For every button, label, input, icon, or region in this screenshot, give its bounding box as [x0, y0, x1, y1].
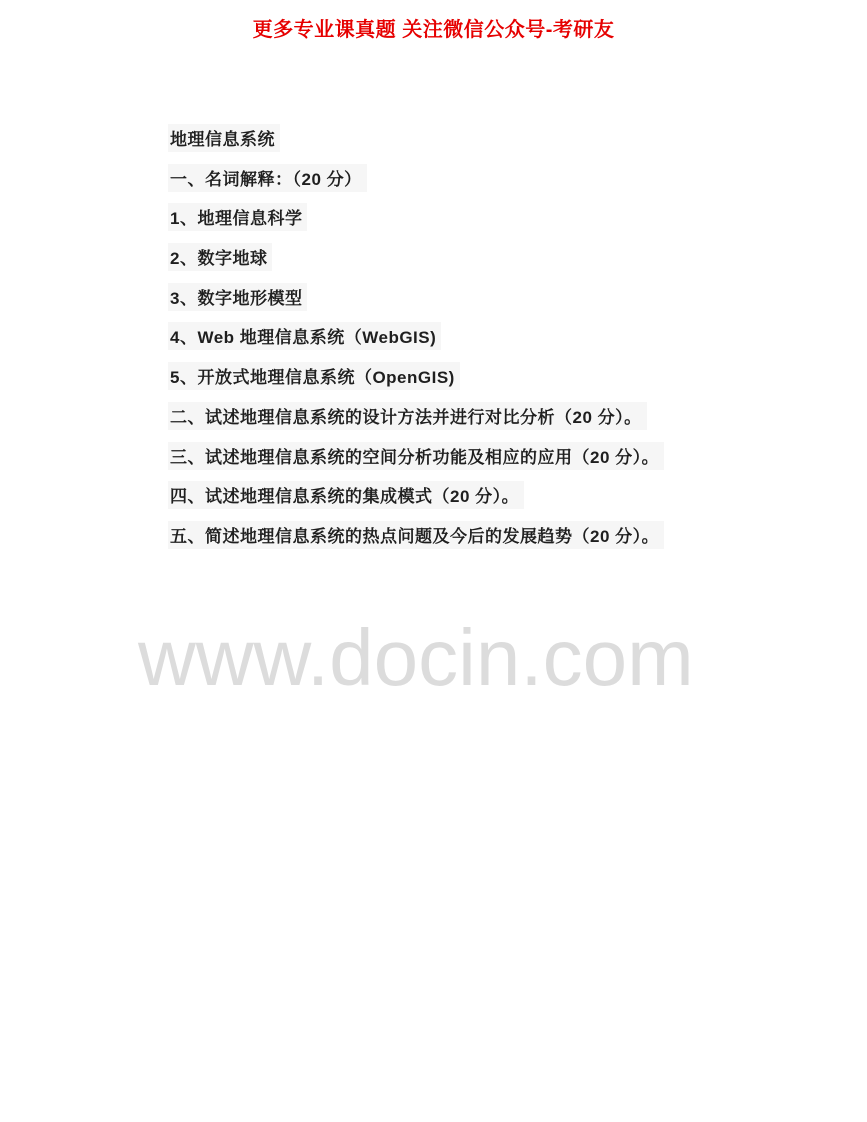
- question-line: [168, 322, 788, 362]
- question-text: 二、试述地理信息系统的设计方法并进行对比分析（20 分）。: [168, 402, 647, 430]
- exam-content: [168, 124, 788, 561]
- question-text: 2、数字地球: [168, 243, 272, 271]
- question-text: 一、名词解释：（20 分）: [168, 164, 367, 192]
- document-title: 地理信息系统: [168, 124, 280, 152]
- question-text: 三、试述地理信息系统的空间分析功能及相应的应用（20 分）。: [168, 442, 664, 470]
- question-text: 四、试述地理信息系统的集成模式（20 分）。: [168, 481, 524, 509]
- question-line: [168, 402, 788, 442]
- question-line: [168, 243, 788, 283]
- document-title-line: [168, 124, 788, 164]
- question-text: 4、Web 地理信息系统（WebGIS): [168, 322, 441, 350]
- promo-header-text: 更多专业课真题 关注微信公众号-考研友: [252, 19, 615, 41]
- question-line: [168, 283, 788, 323]
- question-line: [168, 203, 788, 243]
- question-text: 5、开放式地理信息系统（OpenGIS): [168, 362, 460, 390]
- question-text: 3、数字地形模型: [168, 283, 307, 311]
- question-text: 五、简述地理信息系统的热点问题及今后的发展趋势（20 分）。: [168, 521, 664, 549]
- docin-watermark: www.docin.com: [138, 613, 694, 702]
- question-line: [168, 521, 788, 561]
- question-line: [168, 481, 788, 521]
- question-line: [168, 164, 788, 204]
- question-line: [168, 442, 788, 482]
- question-line: [168, 362, 788, 402]
- question-text: 1、地理信息科学: [168, 203, 307, 231]
